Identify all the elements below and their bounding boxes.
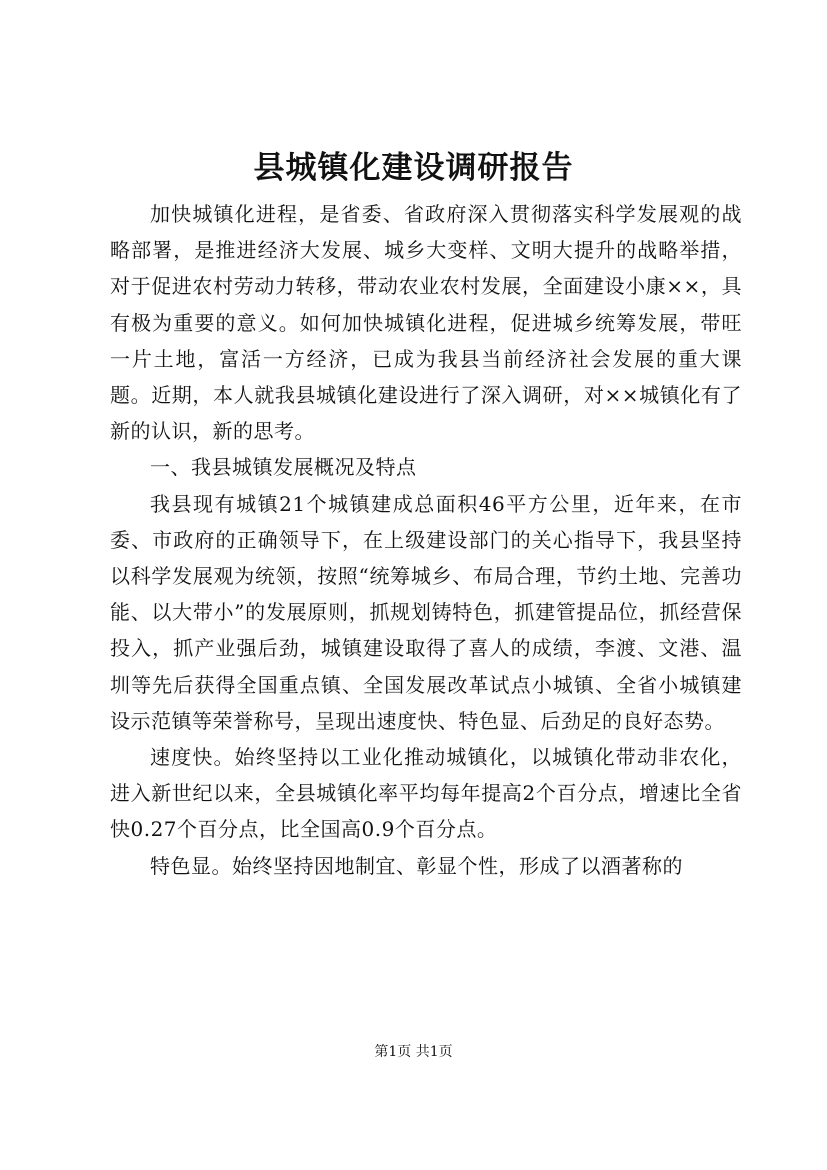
- paragraph-overview: 我县现有城镇21个城镇建成总面积46平方公里，近年来，在市委、市政府的正确领导下，在上级建设部门的关心指导下，我县坚持以科学发展观为统领，按照“统筹城乡、布局合理，节约土地、完善功能、以大带小”的发展原则，抓规划铸特色，抓建管提品位，抓经营保投入，抓产业强后劲，城镇建设取得了喜人的成绩，李渡、文港、温圳等先后获得全国重点镇、全国发展改革试点小城镇、全省小城镇建设示范镇等荣誉称号，呈现出速度快、特色显、后劲足的良好态势。: [110, 491, 742, 733]
- document-body: [110, 196, 742, 884]
- paragraph-features: 特色显。始终坚持因地制宜、彰显个性，形成了以酒著称的: [150, 853, 683, 878]
- page-number-footer: 第1页 共1页: [374, 1044, 453, 1060]
- paragraph-intro: 加快城镇化进程，是省委、省政府深入贯彻落实科学发展观的战略部署，是推进经济大发展、城乡大变样、文明大提升的战略举措，对于促进农村劳动力转移，带动农业农村发展，全面建设小康××，具有极为重要的意义。如何加快城镇化进程，促进城乡统筹发展，带旺一片土地，富活一方经济，已成为我县当前经济社会发展的重大课题。近期，本人就我县城镇化建设进行了深入调研，对××城镇化有了新的认识，新的思考。: [110, 202, 742, 444]
- document-title: 县城镇化建设调研报告: [253, 150, 574, 186]
- section-heading-1: 一、我县城镇发展概况及特点: [150, 455, 417, 480]
- paragraph-speed: 速度快。始终坚持以工业化推动城镇化，以城镇化带动非农化，进入新世纪以来，全县城镇化率平均每年提高2个百分点，增速比全省快0.27个百分点，比全国高0.9个百分点。: [110, 745, 742, 842]
